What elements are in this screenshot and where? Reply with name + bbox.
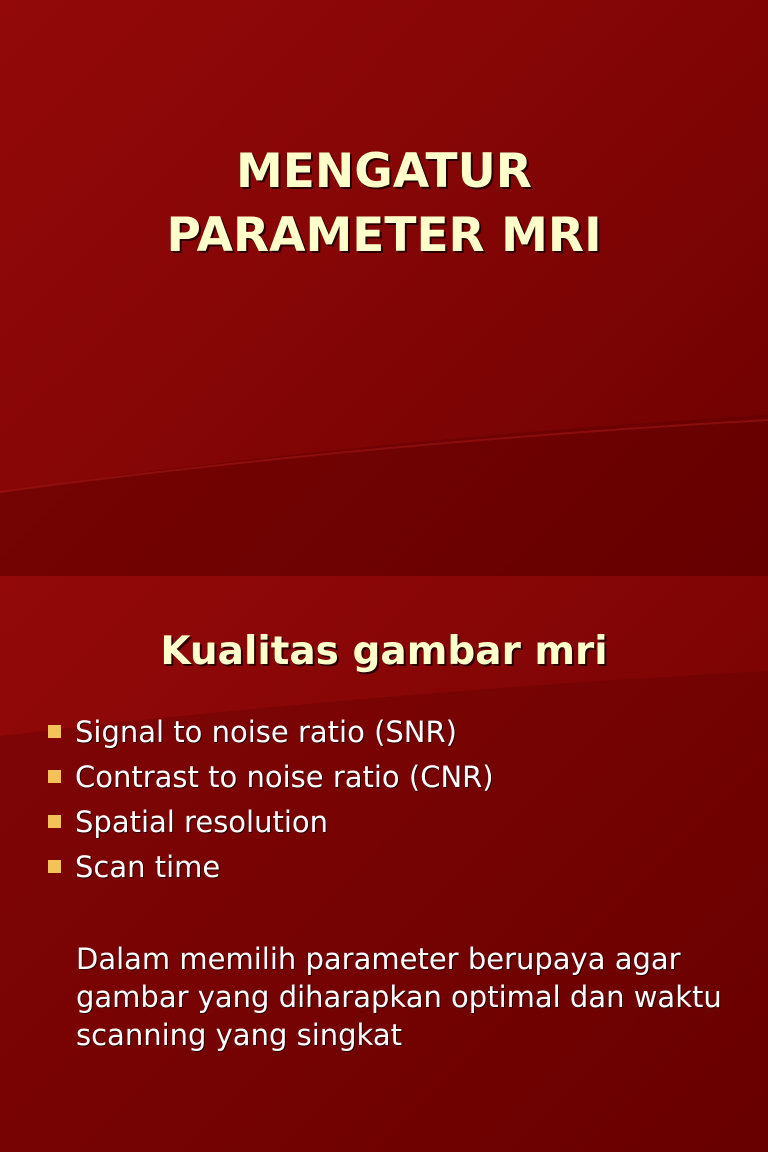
bullet-text: Contrast to noise ratio (CNR) [75, 759, 494, 794]
list-item [48, 844, 494, 889]
list-item [48, 709, 494, 754]
bullet-list [48, 709, 494, 889]
slide-title-text [0, 140, 768, 268]
square-bullet-icon [48, 815, 61, 828]
title-line-1: MENGATUR [236, 144, 532, 199]
square-bullet-icon [48, 860, 61, 873]
bullet-text: Scan time [75, 849, 221, 884]
list-item [48, 799, 494, 844]
bullet-text: Spatial resolution [75, 804, 329, 839]
slide-content [0, 576, 768, 1152]
body-paragraph: Dalam memilih parameter berupaya agar gambar yang diharapkan optimal dan waktu scanning yang singkat [76, 942, 722, 1052]
title-line-2: PARAMETER MRI [166, 208, 602, 263]
square-bullet-icon [48, 770, 61, 783]
square-bullet-icon [48, 725, 61, 738]
slide-heading: Kualitas gambar mri [160, 629, 608, 674]
bullet-text: Signal to noise ratio (SNR) [75, 714, 457, 749]
list-item [48, 754, 494, 799]
